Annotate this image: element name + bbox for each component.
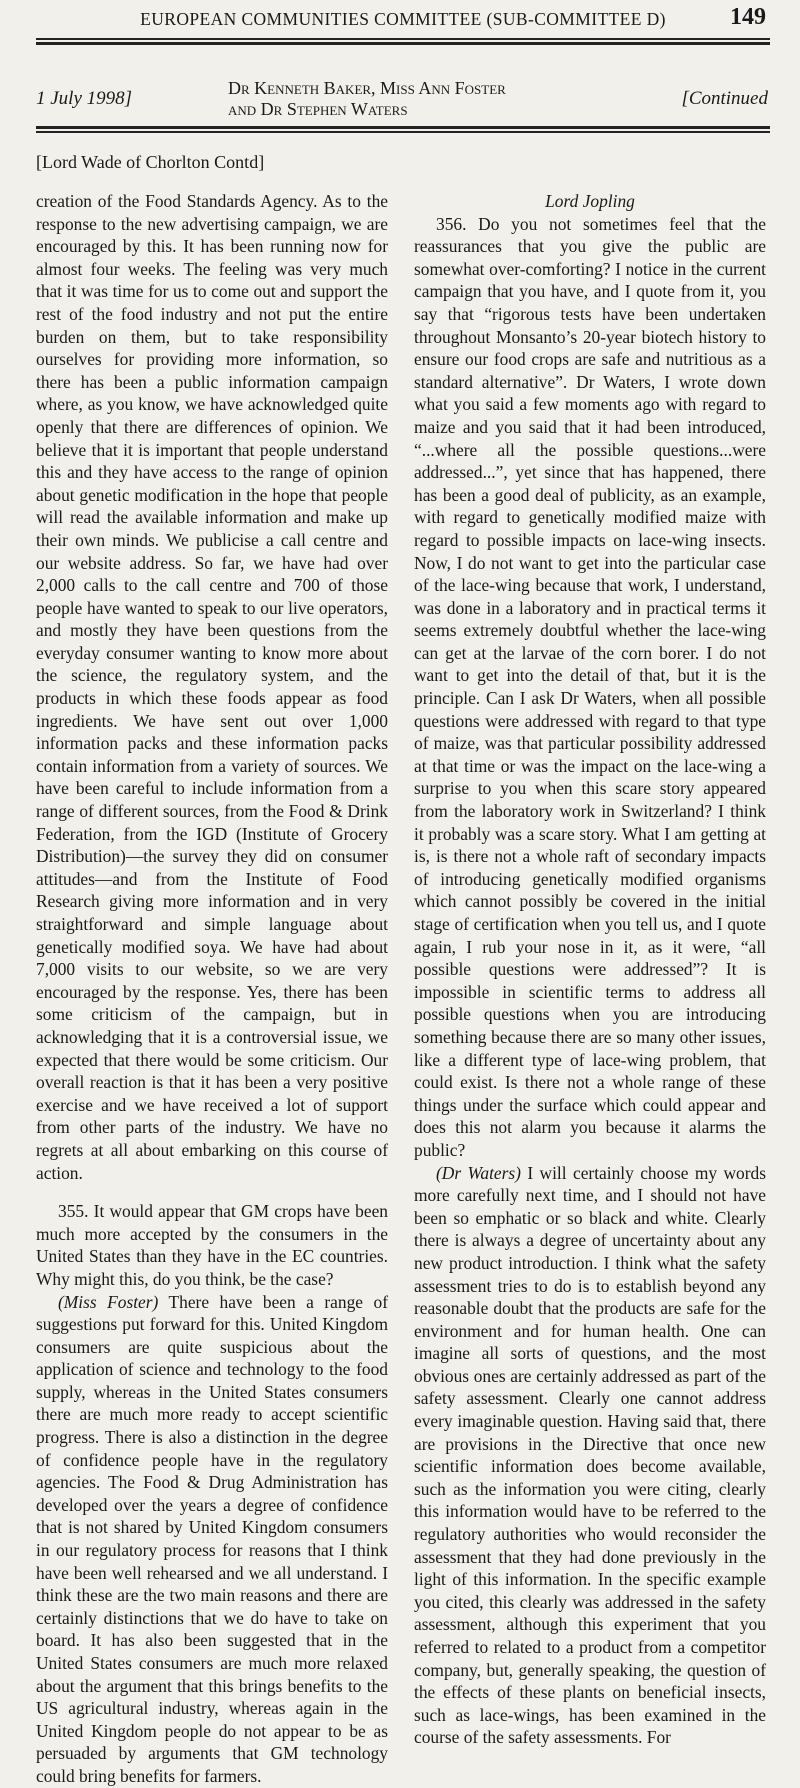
witnesses-line-1: Dr Kenneth Baker, Miss Ann Foster	[228, 78, 506, 98]
session-date: 1 July 1998]	[36, 88, 133, 109]
answer-355	[36, 1291, 388, 1788]
page-header	[36, 4, 770, 30]
header-rule-top-thick	[36, 42, 770, 45]
left-paragraph-1: creation of the Food Standards Agency. As to the response to the new advertising campaign, we are encouraged by this. It has been running now for almost four weeks. The feeling was very much that it was time for us to come out and support the rest of the food industry and not put the entire burden on them, but to take responsibility ourselves for providing more information, so there has been a public information campaign where, as you know, we have acknowledged quite openly that there are differences of opinion. We believe that it is important that people understand this and they have access to the range of opinion about genetic modification in the hope that people will read the available information and make up their own minds. We publicise a call centre and our website address. So far, we have had over 2,000 calls to the call centre and 700 of those people have wanted to speak to our live operators, and mostly they have been questions from the everyday consumer wanting to know more about the science, the regulatory system, and the products in which these foods appear as food ingredients. We have sent out over 1,000 information packs and these information packs contain information from a variety of sources. We have been careful to include information from a range of different sources, from the Food & Drink Federation, from the IGD (Institute of Grocery Distribution)—the survey they did on consumer attitudes—and from the Institute of Food Research giving more information and in very straightforward and simple language about genetically modified soya. We have had about 7,000 visits to our website, so we are very encouraged by the response. Yes, there has been some criticism of the campaign, but in acknowledging that it is a controversial issue, we expected that there would be some criticism. Our overall reaction is that it has been a very positive exercise and we have received a lot of support from other parts of the industry. We have no regrets at all about embarking on this course of action.	[36, 191, 388, 1183]
meta-rule-thick	[36, 126, 770, 129]
answer-356-speaker: (Dr Waters)	[436, 1162, 521, 1183]
continued-speaker: [Lord Wade of Chorlton Contd]	[36, 152, 265, 172]
header-rule-top	[36, 38, 770, 40]
answer-356	[414, 1162, 766, 1749]
running-head: EUROPEAN COMMUNITIES COMMITTEE (SUB-COMMITTEE D)	[140, 9, 666, 29]
answer-355-text: There have been a range of suggestions put forward for this. United Kingdom consumers are quite suspicious about the application of science and technology to the food supply, whereas in the United States consumers there are much more ready to accept scientific progress. There is also a distinction in the degree of confidence people have in the regulatory agencies. The Food & Drug Administration has developed over the years a degree of confidence that is not shared by United Kingdom consumers in our regulatory process for reasons that I think have been well rehearsed and we all understand. I think these are the two main reasons and there are certainly distinctions that we do have to take on board. It has also been suggested that in the United States consumers are much more relaxed about the argument that this brings benefits to the US agricultural industry, whereas again in the United Kingdom people do not appear to be as persuaded by arguments that GM technology could bring benefits for farmers.	[36, 1291, 388, 1786]
meta-rule-thin	[36, 131, 770, 133]
right-column	[414, 190, 766, 1749]
page-number: 149	[730, 4, 766, 30]
left-column	[36, 190, 388, 1788]
witnesses	[228, 78, 558, 120]
answer-355-speaker: (Miss Foster)	[58, 1291, 159, 1312]
witnesses-line-2: and Dr Stephen Waters	[228, 99, 408, 119]
question-356: 356. Do you not sometimes feel that the reassurances that you give the public are somewhat over-comforting? I notice in the current campaign that you have, and I quote from it, you say that “rigorous tests have been undertaken throughout Monsanto’s 20-year biotech history to ensure our food crops are safe and nutritious as a standard alternative”. Dr Waters, I wrote down what you said a few moments ago with regard to maize and you said that it had been introduced, “...where all the possible questions...were addressed...”, yet since that has happened, there has been a good deal of publicity, as an example, with regard to genetically modified maize with regard to possible impacts on lace-wing insects. Now, I do not want to get into the particular case of the lace-wing because that work, I understand, was done in a laboratory and in practical terms it seems extremely doubtful whether the lace-wing can get at the larvae of the corn borer. I do not want to get into the detail of that, but it is the principle. Can I ask Dr Waters, when all possible questions were addressed with regard to that type of maize, was that particular possibility addressed at that time or was the impact on the lace-wing a surprise to you when this scare story appeared from the laboratory work in Switzerland? I think it probably was a scare story. What I am getting at is, is there not a whole raft of secondary impacts of introducing genetically modified organisms which cannot possibly be covered in the initial stage of certification when you tell us, and I quote again, I rub your nose in it, as it were, “all possible questions were addressed”? It is impossible in scientific terms to address all possible questions when you are introducing something because there are so many other issues, like a different type of lace-wing problem, that could exist. Is there not a whole range of these things under the surface which could appear and does this not alarm you because it alarms the public?	[414, 213, 766, 1160]
continued-label: [Continued	[681, 88, 768, 109]
speaker-heading: Lord Jopling	[545, 191, 635, 211]
answer-356-text: I will certainly choose my words more carefully next time, and I should not have been so emphatic or so black and white. Clearly there is always a degree of uncertainty about any new product introduction. I think what the safety assessment tries to do is to establish beyond any reasonable doubt that the products are safe for the environment and for human health. One can imagine all sorts of questions, and the most obvious ones are certainly addressed as part of the safety assessment. Clearly one cannot address every imaginable question. Having said that, there are provisions in the Directive that once new scientific information does become available, such as the information you were citing, clearly this information would have to be referred to the regulatory authorities who would reconsider the assessment that they had done previously in the light of this information. In the specific example you cited, this clearly was addressed in the safety assessment, although this experiment that you referred to related to a product from a competitor company, but, generally speaking, the question of the effects of these plants on beneficial insects, such as lace-wings, has been examined in the course of the safety assessments. For	[414, 1162, 766, 1748]
question-355: 355. It would appear that GM crops have been much more accepted by the consumers in the United States than they have in the EC countries. Why might this, do you think, be the case?	[36, 1201, 388, 1289]
